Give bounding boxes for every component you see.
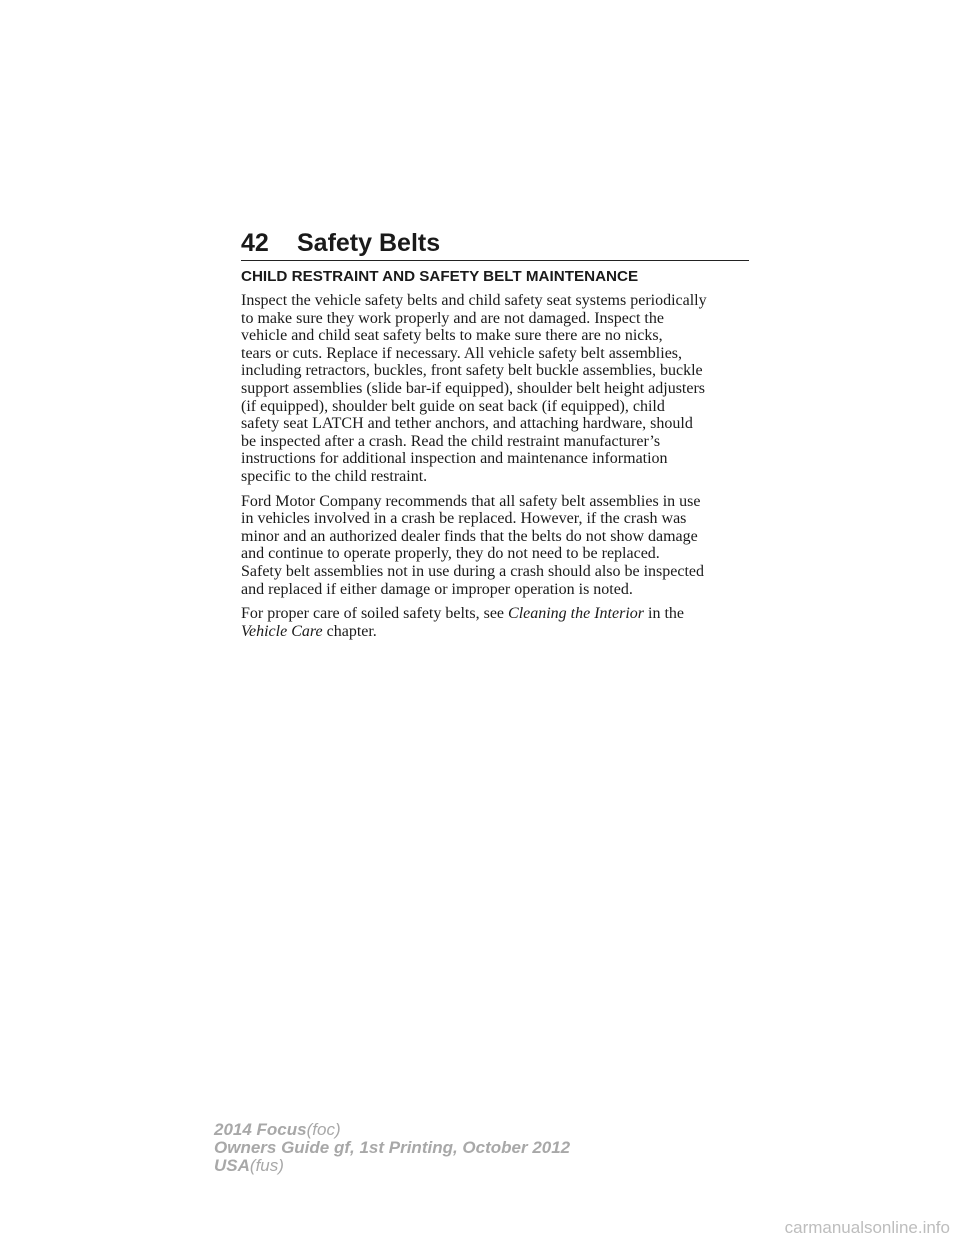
care-text-after: chapter. xyxy=(322,622,377,640)
footer-line-region xyxy=(214,1157,570,1175)
page-header xyxy=(241,226,749,261)
care-text-middle: in the xyxy=(648,605,684,623)
cleaning-interior-reference[interactable]: Cleaning the Interior xyxy=(508,605,644,623)
footer-region-code: (fus) xyxy=(249,1156,284,1175)
vehicle-care-reference[interactable]: Vehicle Care xyxy=(241,622,323,640)
paragraph-inspection: Inspect the vehicle safety belts and child safety seat systems periodically to make sure they work properly and are not damaged. Inspect the vehicle and child seat safety belts to make sure there are no nicks, tears or cuts. Replace if necessary. All vehicle safety belt assemblies, including retractors, buckles, front safety belt buckle assemblies, buckle support assemblies (slide bar-if equipped), shoulder belt height adjusters (if equipped), shoulder belt guide on seat back (if equipped), child safety seat LATCH and tether anchors, and attaching hardware, should be inspected after a crash. Read the child restraint manufacturer’s instructions for additional inspection and maintenance information specific to the child restraint. xyxy=(241,292,707,485)
paragraph-replacement: Ford Motor Company recommends that all safety belt assemblies in use in vehicles involved in a crash be replaced. However, if the crash was minor and an authorized dealer finds that the belts do not show damage and continue to operate properly, they do not need to be replaced. Safety belt assemblies not in use during a crash should also be inspected and replaced if either damage or improper operation is noted. xyxy=(241,492,705,598)
section-heading: CHILD RESTRAINT AND SAFETY BELT MAINTENANCE xyxy=(241,268,639,285)
paragraph-care xyxy=(241,605,753,640)
chapter-title: Safety Belts xyxy=(297,229,441,257)
page-content xyxy=(241,268,753,647)
document-footer xyxy=(214,1121,570,1175)
footer-model-code: (foc) xyxy=(306,1120,341,1139)
footer-printing: Owners Guide gf, 1st Printing, October 2012 xyxy=(214,1138,571,1157)
page-number: 42 xyxy=(241,229,269,257)
footer-region: USA xyxy=(214,1156,250,1175)
care-text-before: For proper care of soiled safety belts, see xyxy=(241,605,509,623)
watermark: carmanualsonline.info xyxy=(784,1218,950,1237)
footer-model: 2014 Focus xyxy=(214,1120,307,1139)
footer-line-model xyxy=(214,1121,570,1139)
